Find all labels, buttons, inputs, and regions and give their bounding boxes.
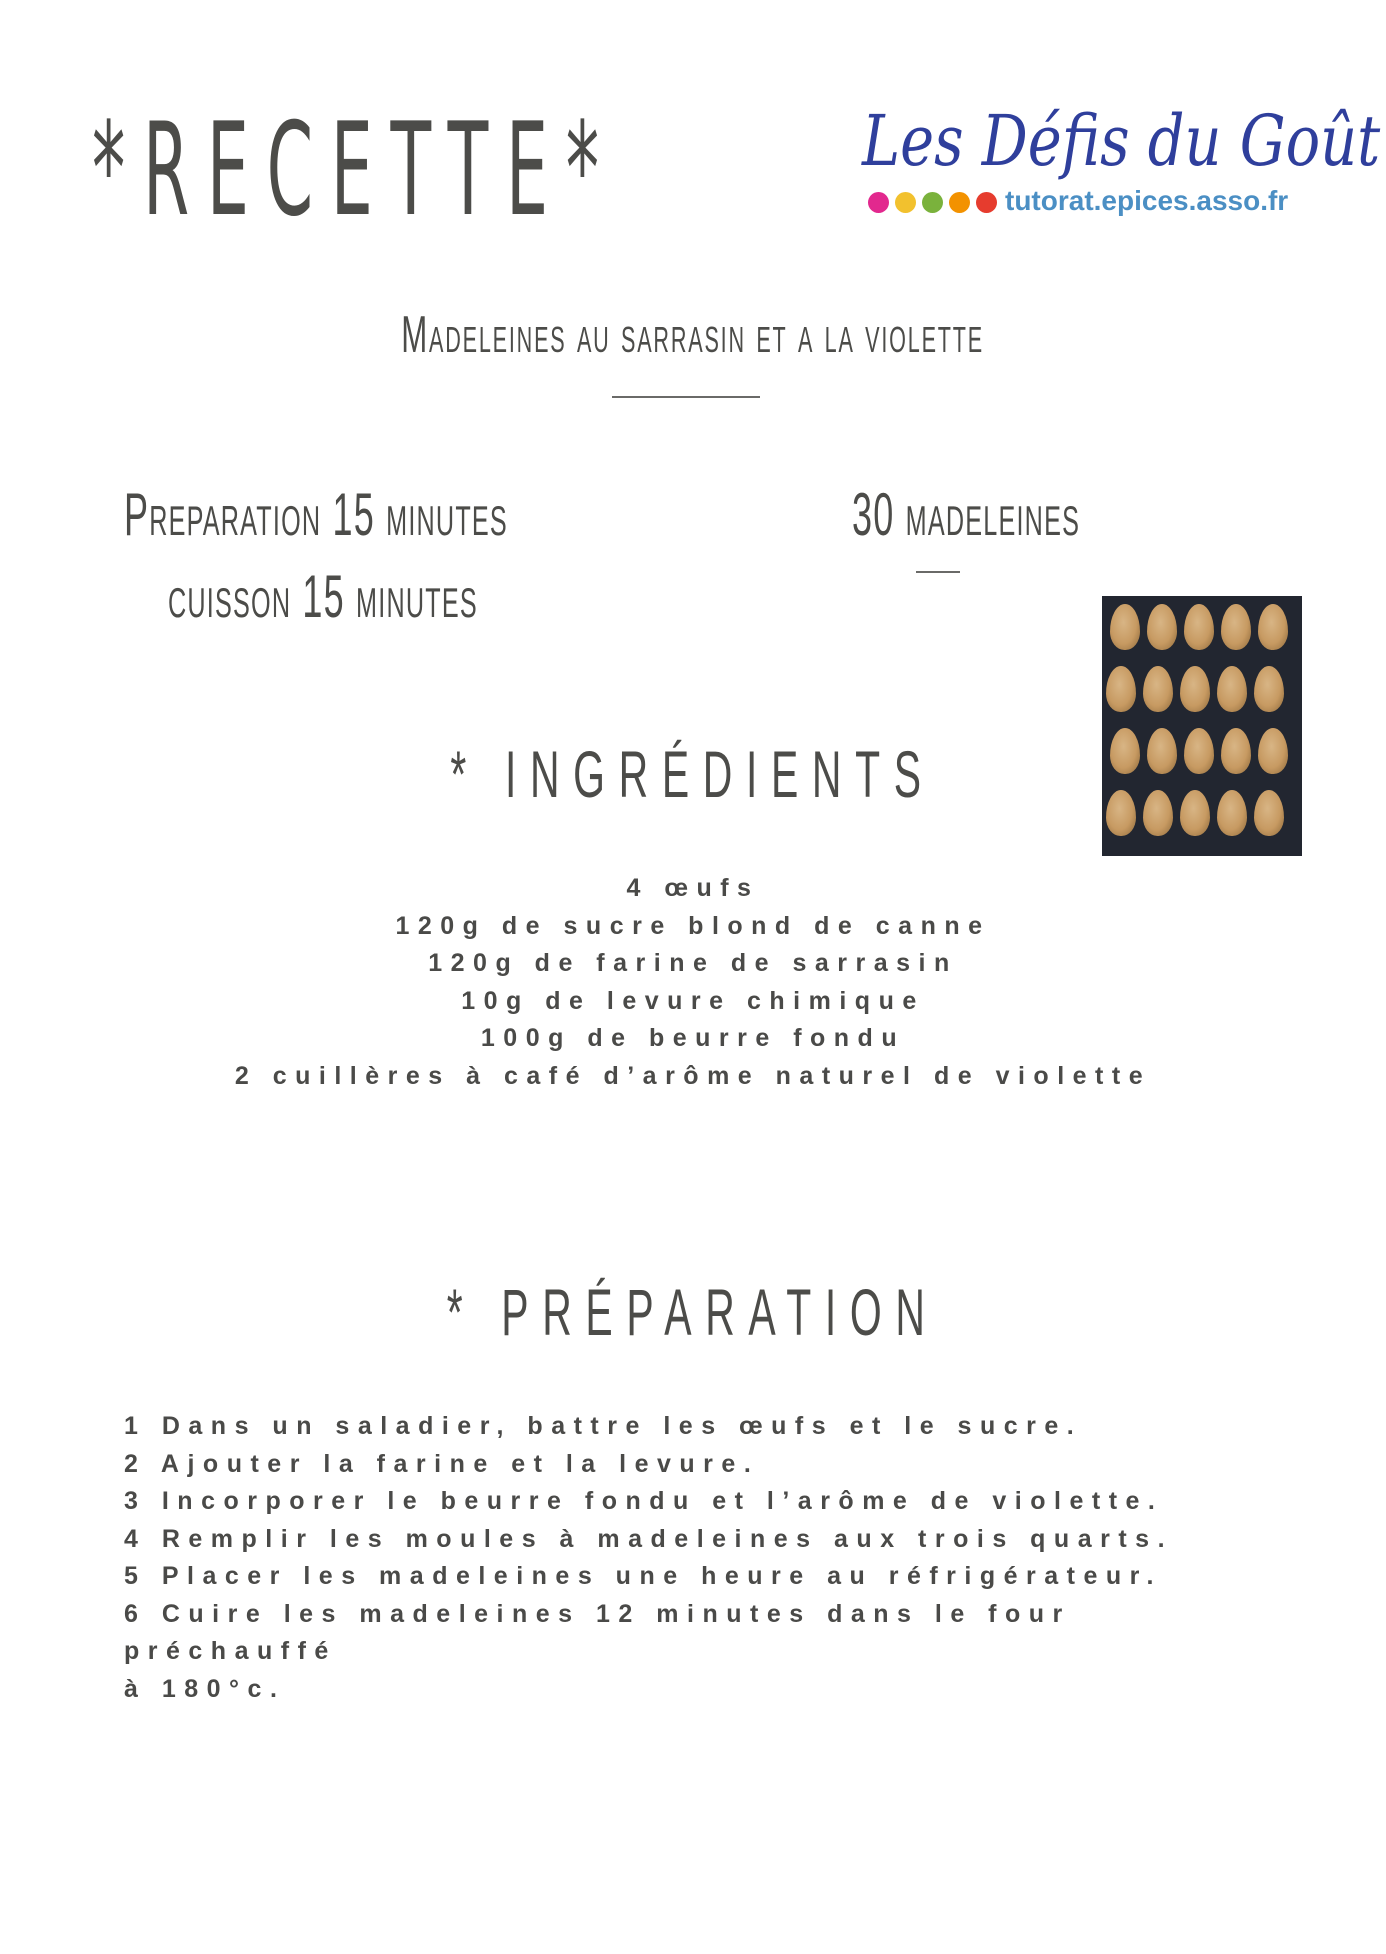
madeleine-shape xyxy=(1110,604,1140,650)
logo-title: Les Défis du Goût xyxy=(862,100,1381,182)
ingredient-item: 10g de levure chimique xyxy=(461,986,925,1015)
recipe-name xyxy=(0,305,1386,365)
cook-time: cuisson 15 minutes xyxy=(168,563,478,630)
yield-underline xyxy=(916,571,960,573)
step-item: 6 Cuire les madeleines 12 minutes dans le four préchauffé xyxy=(124,1599,1071,1665)
madeleine-shape xyxy=(1106,666,1136,712)
prep-time: Preparation 15 minutes xyxy=(124,481,508,548)
madeleine-shape xyxy=(1217,666,1247,712)
logo-dot-pink xyxy=(868,192,889,213)
step-item: 4 Remplir les moules à madeleines aux trois quarts. xyxy=(124,1524,1174,1553)
logo-url: tutorat.epices.asso.fr xyxy=(1005,185,1289,216)
ingredient-item: 100g de beurre fondu xyxy=(480,1024,906,1052)
ingredient-item: 4 œufs xyxy=(626,874,760,902)
madeleines-photo xyxy=(1102,596,1302,856)
madeleine-shape xyxy=(1180,666,1210,712)
madeleine-shape xyxy=(1143,666,1173,712)
step-item: à 180°c. xyxy=(124,1674,286,1703)
preparation-steps xyxy=(124,1408,1274,1708)
ingredients-heading: * INGRÉDIENTS xyxy=(450,737,936,811)
logo-dot-orange xyxy=(949,192,970,213)
madeleine-shape xyxy=(1254,666,1284,712)
logo-dot-green xyxy=(922,192,943,213)
ingredient-item: 120g de sucre blond de canne xyxy=(395,911,991,940)
ingredient-item: 120g de farine de sarrasin xyxy=(428,949,958,977)
madeleine-shape xyxy=(1184,604,1214,650)
ingredient-item: 2 cuillères à café d’arôme naturel de violette xyxy=(234,1061,1152,1090)
recipe-name-text: Madeleines au sarrasin et a la violette xyxy=(401,306,985,364)
yield: 30 madeleines xyxy=(852,481,1081,548)
step-item: 2 Ajouter la farine et la levure. xyxy=(124,1449,760,1478)
brand-logo xyxy=(862,100,1381,230)
step-item: 5 Placer les madeleines une heure au réfrigérateur. xyxy=(124,1562,1162,1590)
page-title: *RECETTE* xyxy=(92,96,617,245)
madeleine-shape xyxy=(1221,604,1251,650)
step-item: 3 Incorporer le beurre fondu et l’arôme de violette. xyxy=(124,1487,1164,1515)
logo-dot-yellow xyxy=(895,192,916,213)
madeleine-shape xyxy=(1258,604,1288,650)
logo-dot-red xyxy=(976,192,997,213)
title-underline xyxy=(612,396,760,398)
preparation-heading: * PRÉPARATION xyxy=(447,1275,939,1349)
madeleine-shape xyxy=(1147,604,1177,650)
step-item: 1 Dans un saladier, battre les œufs et le sucre. xyxy=(124,1412,1083,1440)
ingredients-list xyxy=(0,870,1386,1095)
